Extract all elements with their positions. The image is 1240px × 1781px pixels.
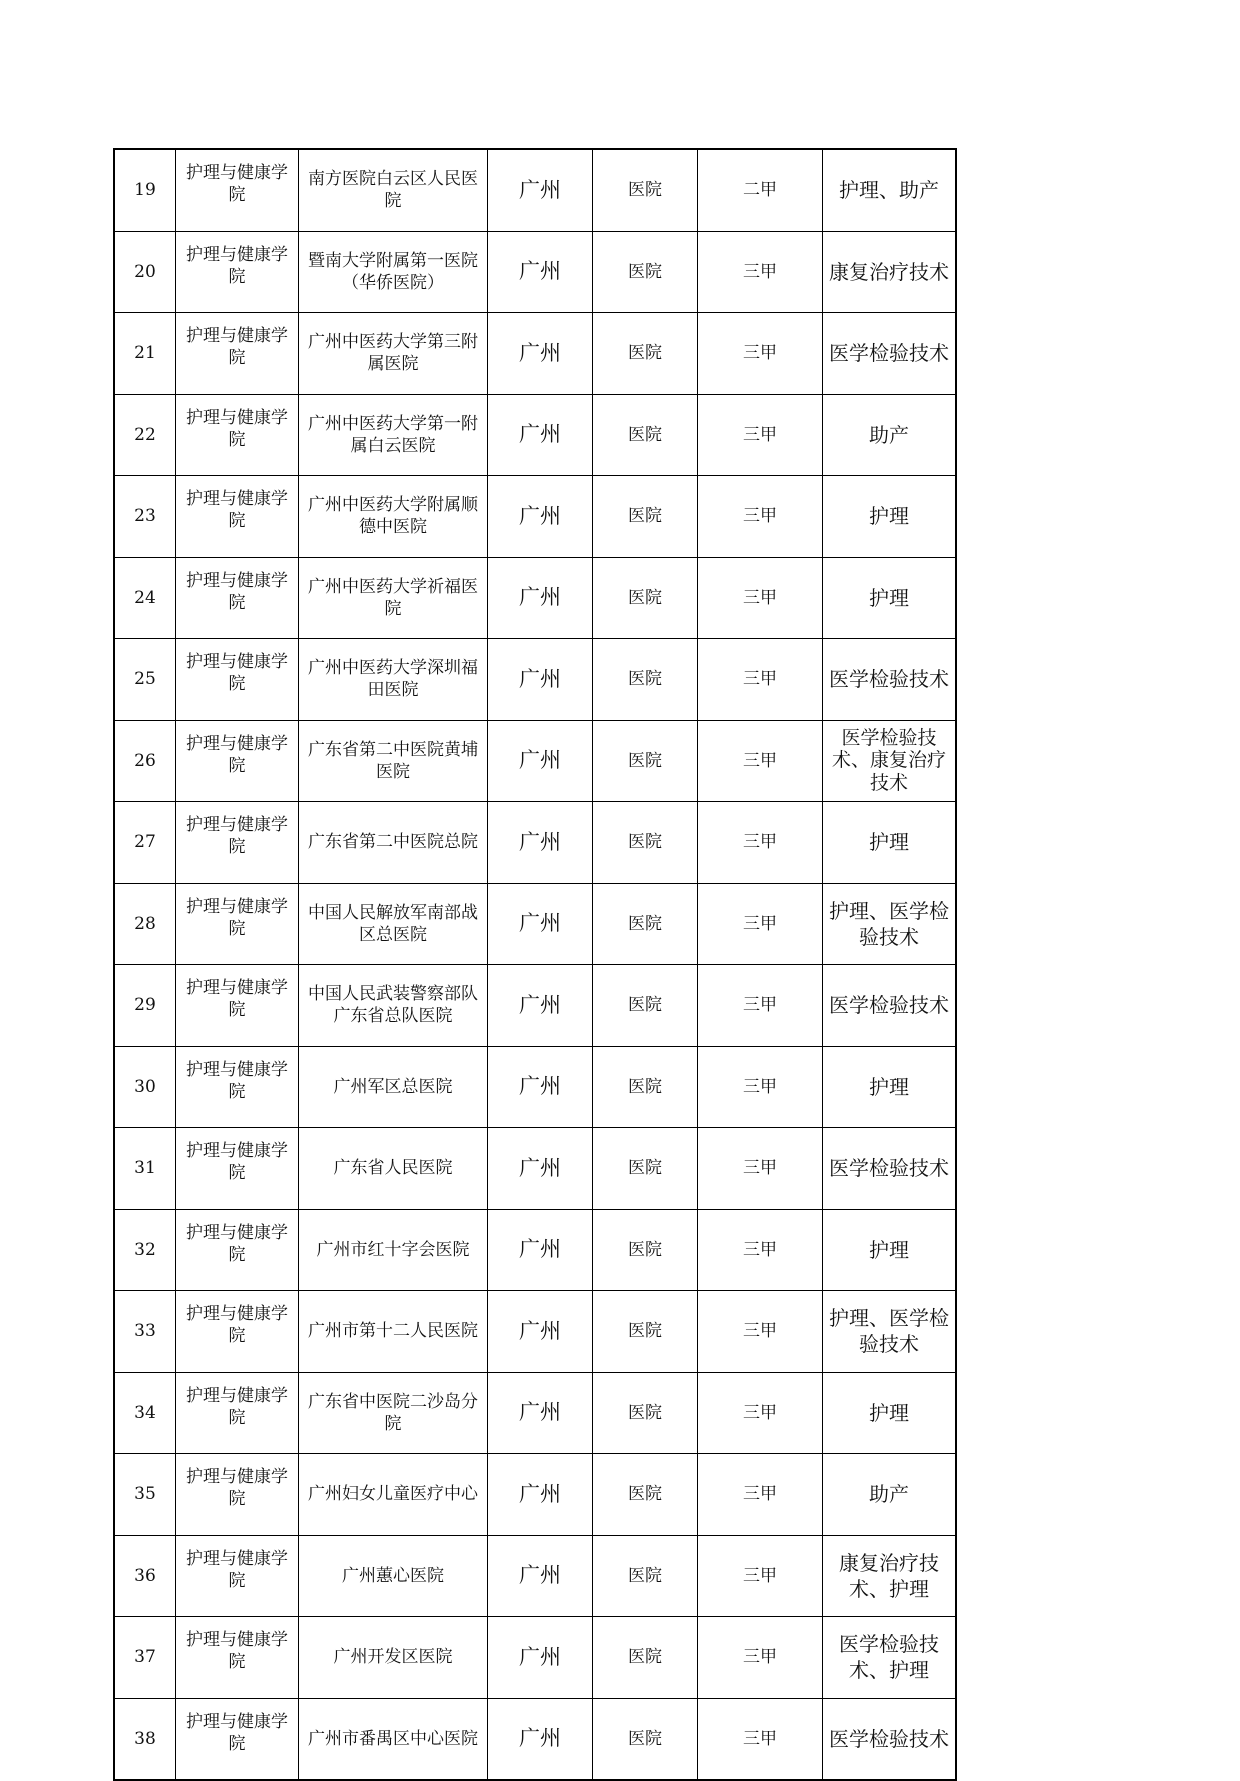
college-cell: 护理与健康学院 xyxy=(176,313,299,395)
college-cell: 护理与健康学院 xyxy=(176,965,299,1047)
institution-type-cell: 医院 xyxy=(593,231,698,313)
hospital-name-cell: 广州市番禺区中心医院 xyxy=(299,1698,488,1780)
table-body xyxy=(114,149,956,1780)
hospital-level-cell: 三甲 xyxy=(698,883,823,965)
hospital-name-cell: 中国人民解放军南部战区总医院 xyxy=(299,883,488,965)
table-row xyxy=(114,802,956,884)
institution-type-cell: 医院 xyxy=(593,149,698,231)
institution-type-cell: 医院 xyxy=(593,394,698,476)
hospital-name-cell: 南方医院白云区人民医院 xyxy=(299,149,488,231)
major-cell: 护理 xyxy=(823,1209,957,1291)
row-number: 29 xyxy=(114,965,176,1047)
city-cell: 广州 xyxy=(488,1291,593,1373)
major-cell: 医学检验技术 xyxy=(823,965,957,1047)
hospital-list-table xyxy=(113,148,957,1781)
row-number: 21 xyxy=(114,313,176,395)
city-cell: 广州 xyxy=(488,1046,593,1128)
institution-type-cell: 医院 xyxy=(593,1046,698,1128)
hospital-name-cell: 广东省中医院二沙岛分院 xyxy=(299,1372,488,1454)
row-number: 35 xyxy=(114,1454,176,1536)
major-cell: 医学检验技术 xyxy=(823,639,957,721)
row-number: 27 xyxy=(114,802,176,884)
table-row xyxy=(114,639,956,721)
city-cell: 广州 xyxy=(488,1535,593,1617)
table-row xyxy=(114,1698,956,1780)
college-cell: 护理与健康学院 xyxy=(176,1372,299,1454)
institution-type-cell: 医院 xyxy=(593,313,698,395)
table-row xyxy=(114,1209,956,1291)
major-cell: 康复治疗技术 xyxy=(823,231,957,313)
major-cell: 医学检验技术 xyxy=(823,313,957,395)
row-number: 30 xyxy=(114,1046,176,1128)
major-cell: 护理 xyxy=(823,1046,957,1128)
hospital-name-cell: 广州市红十字会医院 xyxy=(299,1209,488,1291)
college-cell: 护理与健康学院 xyxy=(176,802,299,884)
city-cell: 广州 xyxy=(488,476,593,558)
hospital-name-cell: 广州妇女儿童医疗中心 xyxy=(299,1454,488,1536)
city-cell: 广州 xyxy=(488,1372,593,1454)
row-number: 38 xyxy=(114,1698,176,1780)
table-row xyxy=(114,883,956,965)
major-cell: 护理、助产 xyxy=(823,149,957,231)
college-cell: 护理与健康学院 xyxy=(176,720,299,802)
city-cell: 广州 xyxy=(488,1454,593,1536)
college-cell: 护理与健康学院 xyxy=(176,1454,299,1536)
city-cell: 广州 xyxy=(488,720,593,802)
hospital-level-cell: 三甲 xyxy=(698,1128,823,1210)
hospital-level-cell: 三甲 xyxy=(698,639,823,721)
row-number: 26 xyxy=(114,720,176,802)
hospital-level-cell: 三甲 xyxy=(698,1291,823,1373)
major-cell: 医学检验技术、护理 xyxy=(823,1617,957,1699)
hospital-level-cell: 二甲 xyxy=(698,149,823,231)
hospital-name-cell: 广东省第二中医院总院 xyxy=(299,802,488,884)
hospital-level-cell: 三甲 xyxy=(698,1046,823,1128)
table-row xyxy=(114,313,956,395)
major-cell: 护理、医学检验技术 xyxy=(823,883,957,965)
row-number: 20 xyxy=(114,231,176,313)
row-number: 23 xyxy=(114,476,176,558)
city-cell: 广州 xyxy=(488,1698,593,1780)
institution-type-cell: 医院 xyxy=(593,1209,698,1291)
table-row xyxy=(114,1535,956,1617)
hospital-level-cell: 三甲 xyxy=(698,1209,823,1291)
table-row xyxy=(114,720,956,802)
college-cell: 护理与健康学院 xyxy=(176,394,299,476)
institution-type-cell: 医院 xyxy=(593,1698,698,1780)
hospital-name-cell: 广州中医药大学附属顺德中医院 xyxy=(299,476,488,558)
table-row xyxy=(114,1128,956,1210)
hospital-level-cell: 三甲 xyxy=(698,1372,823,1454)
institution-type-cell: 医院 xyxy=(593,1372,698,1454)
row-number: 28 xyxy=(114,883,176,965)
college-cell: 护理与健康学院 xyxy=(176,476,299,558)
hospital-level-cell: 三甲 xyxy=(698,313,823,395)
institution-type-cell: 医院 xyxy=(593,1454,698,1536)
row-number: 25 xyxy=(114,639,176,721)
table-row xyxy=(114,1291,956,1373)
city-cell: 广州 xyxy=(488,149,593,231)
hospital-name-cell: 广州市第十二人民医院 xyxy=(299,1291,488,1373)
major-cell: 护理 xyxy=(823,1372,957,1454)
major-cell: 助产 xyxy=(823,394,957,476)
row-number: 31 xyxy=(114,1128,176,1210)
city-cell: 广州 xyxy=(488,394,593,476)
table-row xyxy=(114,1372,956,1454)
major-cell: 护理 xyxy=(823,802,957,884)
city-cell: 广州 xyxy=(488,1128,593,1210)
table-row xyxy=(114,1046,956,1128)
hospital-level-cell: 三甲 xyxy=(698,1454,823,1536)
hospital-name-cell: 广州开发区医院 xyxy=(299,1617,488,1699)
table-row xyxy=(114,1454,956,1536)
college-cell: 护理与健康学院 xyxy=(176,231,299,313)
institution-type-cell: 医院 xyxy=(593,965,698,1047)
college-cell: 护理与健康学院 xyxy=(176,1209,299,1291)
row-number: 33 xyxy=(114,1291,176,1373)
table-row xyxy=(114,1617,956,1699)
city-cell: 广州 xyxy=(488,802,593,884)
hospital-level-cell: 三甲 xyxy=(698,802,823,884)
table-row xyxy=(114,965,956,1047)
college-cell: 护理与健康学院 xyxy=(176,557,299,639)
hospital-name-cell: 广州蕙心医院 xyxy=(299,1535,488,1617)
city-cell: 广州 xyxy=(488,1617,593,1699)
college-cell: 护理与健康学院 xyxy=(176,883,299,965)
city-cell: 广州 xyxy=(488,965,593,1047)
row-number: 37 xyxy=(114,1617,176,1699)
hospital-level-cell: 三甲 xyxy=(698,965,823,1047)
college-cell: 护理与健康学院 xyxy=(176,1535,299,1617)
table-row xyxy=(114,231,956,313)
major-cell: 医学检验技术 xyxy=(823,1698,957,1780)
college-cell: 护理与健康学院 xyxy=(176,1128,299,1210)
institution-type-cell: 医院 xyxy=(593,883,698,965)
college-cell: 护理与健康学院 xyxy=(176,149,299,231)
row-number: 22 xyxy=(114,394,176,476)
hospital-name-cell: 暨南大学附属第一医院（华侨医院） xyxy=(299,231,488,313)
hospital-name-cell: 广州中医药大学第三附属医院 xyxy=(299,313,488,395)
city-cell: 广州 xyxy=(488,883,593,965)
table-row xyxy=(114,394,956,476)
college-cell: 护理与健康学院 xyxy=(176,1617,299,1699)
institution-type-cell: 医院 xyxy=(593,639,698,721)
row-number: 24 xyxy=(114,557,176,639)
hospital-name-cell: 广东省人民医院 xyxy=(299,1128,488,1210)
city-cell: 广州 xyxy=(488,231,593,313)
hospital-level-cell: 三甲 xyxy=(698,476,823,558)
hospital-level-cell: 三甲 xyxy=(698,1698,823,1780)
city-cell: 广州 xyxy=(488,557,593,639)
hospital-level-cell: 三甲 xyxy=(698,394,823,476)
major-cell: 助产 xyxy=(823,1454,957,1536)
hospital-name-cell: 广州中医药大学祈福医院 xyxy=(299,557,488,639)
institution-type-cell: 医院 xyxy=(593,1535,698,1617)
hospital-name-cell: 广州中医药大学第一附属白云医院 xyxy=(299,394,488,476)
college-cell: 护理与健康学院 xyxy=(176,1698,299,1780)
institution-type-cell: 医院 xyxy=(593,1617,698,1699)
major-cell: 护理 xyxy=(823,557,957,639)
major-cell: 康复治疗技术、护理 xyxy=(823,1535,957,1617)
row-number: 32 xyxy=(114,1209,176,1291)
hospital-name-cell: 中国人民武装警察部队广东省总队医院 xyxy=(299,965,488,1047)
city-cell: 广州 xyxy=(488,1209,593,1291)
institution-type-cell: 医院 xyxy=(593,557,698,639)
hospital-level-cell: 三甲 xyxy=(698,557,823,639)
hospital-name-cell: 广州中医药大学深圳福田医院 xyxy=(299,639,488,721)
institution-type-cell: 医院 xyxy=(593,802,698,884)
table-row xyxy=(114,149,956,231)
row-number: 36 xyxy=(114,1535,176,1617)
hospital-name-cell: 广东省第二中医院黄埔医院 xyxy=(299,720,488,802)
major-cell: 护理 xyxy=(823,476,957,558)
hospital-level-cell: 三甲 xyxy=(698,720,823,802)
hospital-level-cell: 三甲 xyxy=(698,1535,823,1617)
major-cell: 医学检验技术 xyxy=(823,1128,957,1210)
table-row xyxy=(114,557,956,639)
major-cell: 医学检验技术、康复治疗技术 xyxy=(823,720,957,802)
institution-type-cell: 医院 xyxy=(593,476,698,558)
hospital-name-cell: 广州军区总医院 xyxy=(299,1046,488,1128)
college-cell: 护理与健康学院 xyxy=(176,1291,299,1373)
college-cell: 护理与健康学院 xyxy=(176,1046,299,1128)
city-cell: 广州 xyxy=(488,639,593,721)
major-cell: 护理、医学检验技术 xyxy=(823,1291,957,1373)
institution-type-cell: 医院 xyxy=(593,1128,698,1210)
row-number: 34 xyxy=(114,1372,176,1454)
college-cell: 护理与健康学院 xyxy=(176,639,299,721)
institution-type-cell: 医院 xyxy=(593,1291,698,1373)
hospital-level-cell: 三甲 xyxy=(698,231,823,313)
table-row xyxy=(114,476,956,558)
institution-type-cell: 医院 xyxy=(593,720,698,802)
hospital-level-cell: 三甲 xyxy=(698,1617,823,1699)
row-number: 19 xyxy=(114,149,176,231)
city-cell: 广州 xyxy=(488,313,593,395)
